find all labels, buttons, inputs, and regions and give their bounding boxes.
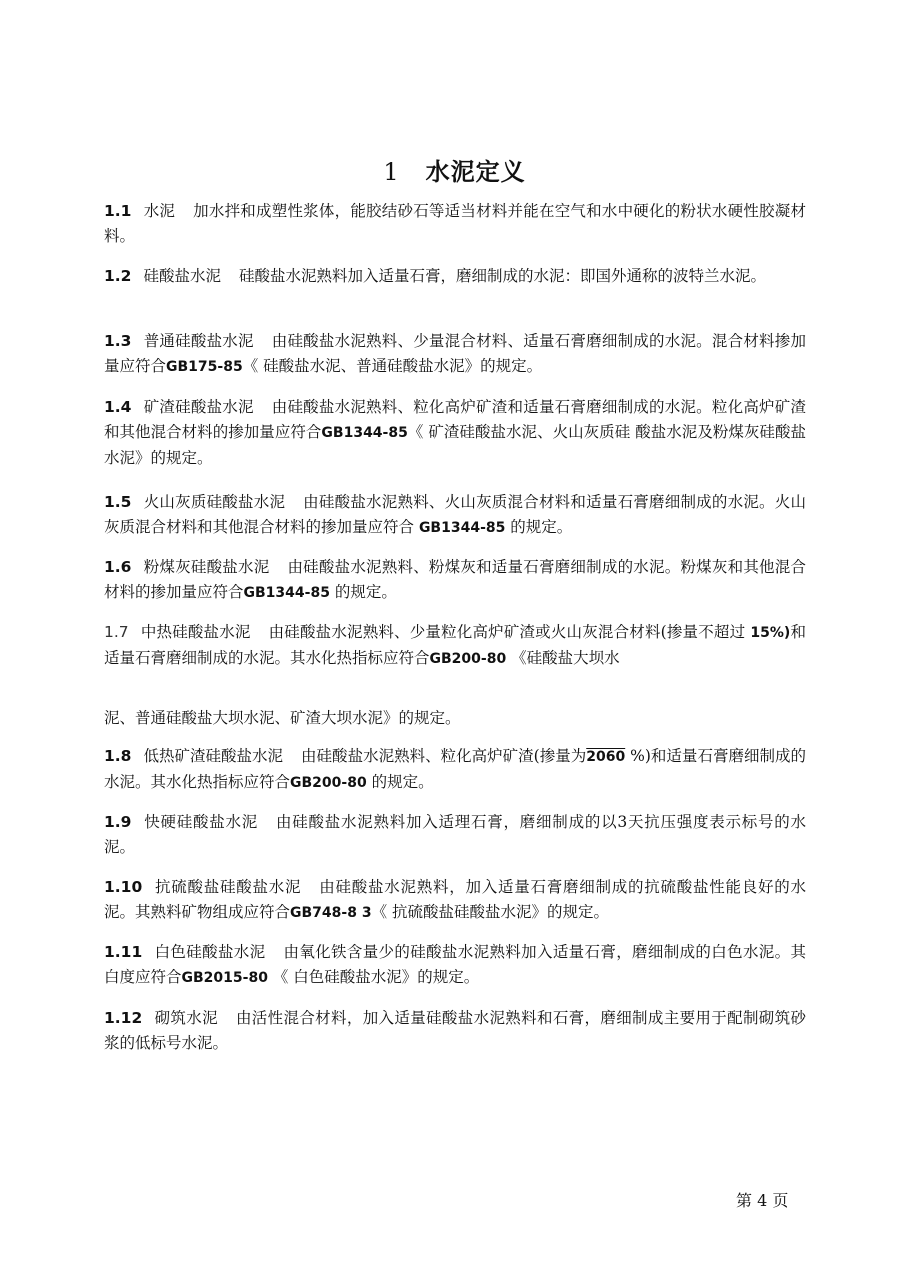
clause-number: 1.11 bbox=[104, 943, 143, 961]
definition-1-2 bbox=[104, 264, 806, 289]
clause-text: 《硅酸盐大坝水 bbox=[506, 649, 620, 667]
standard-code: GB200-80 bbox=[290, 775, 367, 791]
clause-text: %)和适量石膏磨细制成的水泥。其水化热指标应符合 bbox=[104, 747, 806, 791]
clause-number: 1.10 bbox=[104, 878, 143, 896]
clause-term: 粉煤灰硅酸盐水泥 bbox=[143, 558, 270, 576]
clause-text: 由活性混合材料，加入适量硅酸盐水泥熟料和石膏，磨细制成主要用于配制砌筑砂浆的低标号水泥。 bbox=[104, 1009, 806, 1052]
definition-1-8 bbox=[104, 744, 806, 796]
standard-code: GB2015-80 bbox=[181, 970, 268, 986]
definition-1-9 bbox=[104, 810, 806, 860]
clause-term: 白色硅酸盐水泥 bbox=[154, 943, 266, 961]
clause-text: 的规定。 bbox=[505, 518, 573, 536]
clause-text: 由硅酸盐水泥熟料、粉煤灰和适量石膏磨细制成的水泥。粉煤灰和其他混合材料的掺加量应符合 bbox=[104, 558, 806, 601]
clause-term: 矿渣硅酸盐水泥 bbox=[143, 398, 254, 416]
clause-text: 的规定。 bbox=[366, 773, 434, 791]
clause-value: 2060 bbox=[586, 749, 626, 765]
definition-1-10 bbox=[104, 875, 806, 926]
clause-term: 砌筑水泥 bbox=[154, 1009, 218, 1027]
standard-code: GB1344-85 bbox=[243, 585, 330, 601]
clause-text: 由硅酸盐水泥熟料、粒化高炉矿渣和适量石膏磨细制成的水泥。粒化高炉矿渣和其他混合材料的掺加量应符合 bbox=[104, 398, 806, 441]
clause-number: 1.6 bbox=[104, 558, 132, 576]
clause-term: 火山灰质硅酸盐水泥 bbox=[143, 493, 286, 511]
clause-number: 1.1 bbox=[104, 202, 132, 220]
clause-text: 由硅酸盐水泥熟料、粒化高炉矿渣(掺量为 bbox=[301, 747, 587, 765]
clause-number: 1.12 bbox=[104, 1009, 143, 1027]
clause-term: 低热矿渣硅酸盐水泥 bbox=[143, 747, 284, 765]
clause-number: 1.3 bbox=[104, 332, 132, 350]
definition-1-3 bbox=[104, 329, 806, 380]
definition-1-11 bbox=[104, 940, 806, 991]
clause-text: 的规定。 bbox=[329, 583, 397, 601]
clause-number: 1.8 bbox=[104, 747, 132, 765]
clause-term: 快硬硅酸盐水泥 bbox=[143, 813, 258, 831]
clause-term: 抗硫酸盐硅酸盐水泥 bbox=[154, 878, 302, 896]
clause-term: 普通硅酸盐水泥 bbox=[143, 332, 254, 350]
definition-1-5 bbox=[104, 490, 806, 541]
clause-number: 1.7 bbox=[104, 623, 129, 641]
clause-text: 《 抗硫酸盐硅酸盐水泥》的规定。 bbox=[371, 903, 610, 921]
definition-1-1 bbox=[104, 199, 806, 249]
clause-text: 由硅酸盐水泥熟料、少量混合材料、适量石膏磨细制成的水泥。混合材料掺加量应符合 bbox=[104, 332, 806, 375]
page-number: 第 4 页 bbox=[736, 1191, 789, 1210]
clause-text: 由硅酸盐水泥熟料，加入适量石膏磨细制成的抗硫酸盐性能良好的水泥。其熟料矿物组成应符合 bbox=[104, 878, 806, 921]
standard-code: GB200-80 bbox=[429, 651, 507, 667]
clause-term: 中热硅酸盐水泥 bbox=[140, 623, 251, 641]
clause-text: 硅酸盐水泥熟料加入适量石膏，磨细制成的水泥：即国外通称的波特兰水泥。 bbox=[238, 267, 766, 285]
title-number: 1 bbox=[383, 158, 400, 186]
clause-term: 水泥 bbox=[143, 202, 176, 220]
clause-text: 和适量石膏磨细制成的水泥。其水化热指标应符合 bbox=[104, 623, 806, 667]
clause-text: 由硅酸盐水泥熟料、少量粒化高炉矿渣或火山灰混合材料(掺量不超过 bbox=[268, 623, 751, 641]
definition-1-12 bbox=[104, 1006, 806, 1056]
definition-1-7 bbox=[104, 620, 806, 672]
clause-text: 泥、普通硅酸盐大坝水泥、矿渣大坝水泥》的规定。 bbox=[104, 709, 461, 727]
clause-text: 加水拌和成塑性浆体，能胶结砂石等适当材料并能在空气和水中硬化的粉状水硬性胶凝材料。 bbox=[104, 202, 806, 245]
standard-code: GB1344-85 bbox=[321, 425, 408, 441]
definition-1-7-continued bbox=[104, 706, 806, 731]
definition-1-4 bbox=[104, 395, 806, 471]
clause-number: 1.2 bbox=[104, 267, 132, 285]
clause-text: 由硅酸盐水泥熟料、火山灰质混合材料和适量石膏磨细制成的水泥。火山灰质混合材料和其他混合材料的掺加量应符合 bbox=[104, 493, 806, 536]
clause-text: 由氧化铁含量少的硅酸盐水泥熟料加入适量石膏，磨细制成的白色水泥。其白度应符合 bbox=[104, 943, 806, 986]
clause-number: 1.5 bbox=[104, 493, 132, 511]
title-text: 水泥定义 bbox=[425, 158, 526, 186]
clause-value: 15%) bbox=[750, 625, 791, 641]
clause-text: 《 白色硅酸盐水泥》的规定。 bbox=[267, 968, 480, 986]
clause-text: 《 矿渣硅酸盐水泥、火山灰质硅 酸盐水泥及粉煤灰硅酸盐水泥》的规定。 bbox=[104, 423, 806, 467]
clause-text: 《 硅酸盐水泥、普通硅酸盐水泥》的规定。 bbox=[242, 357, 543, 375]
clause-number: 1.4 bbox=[104, 398, 132, 416]
standard-code: GB1344-85 bbox=[418, 520, 506, 536]
standard-code: GB175-85 bbox=[166, 359, 243, 375]
clause-term: 硅酸盐水泥 bbox=[143, 267, 221, 285]
clause-number: 1.9 bbox=[104, 813, 132, 831]
page-title bbox=[0, 152, 909, 187]
definition-1-6 bbox=[104, 555, 806, 606]
standard-code: GB748-8 3 bbox=[290, 905, 372, 921]
clause-text: 由硅酸盐水泥熟料加入适理石膏，磨细制成的以3天抗压强度表示标号的水泥。 bbox=[104, 813, 806, 856]
